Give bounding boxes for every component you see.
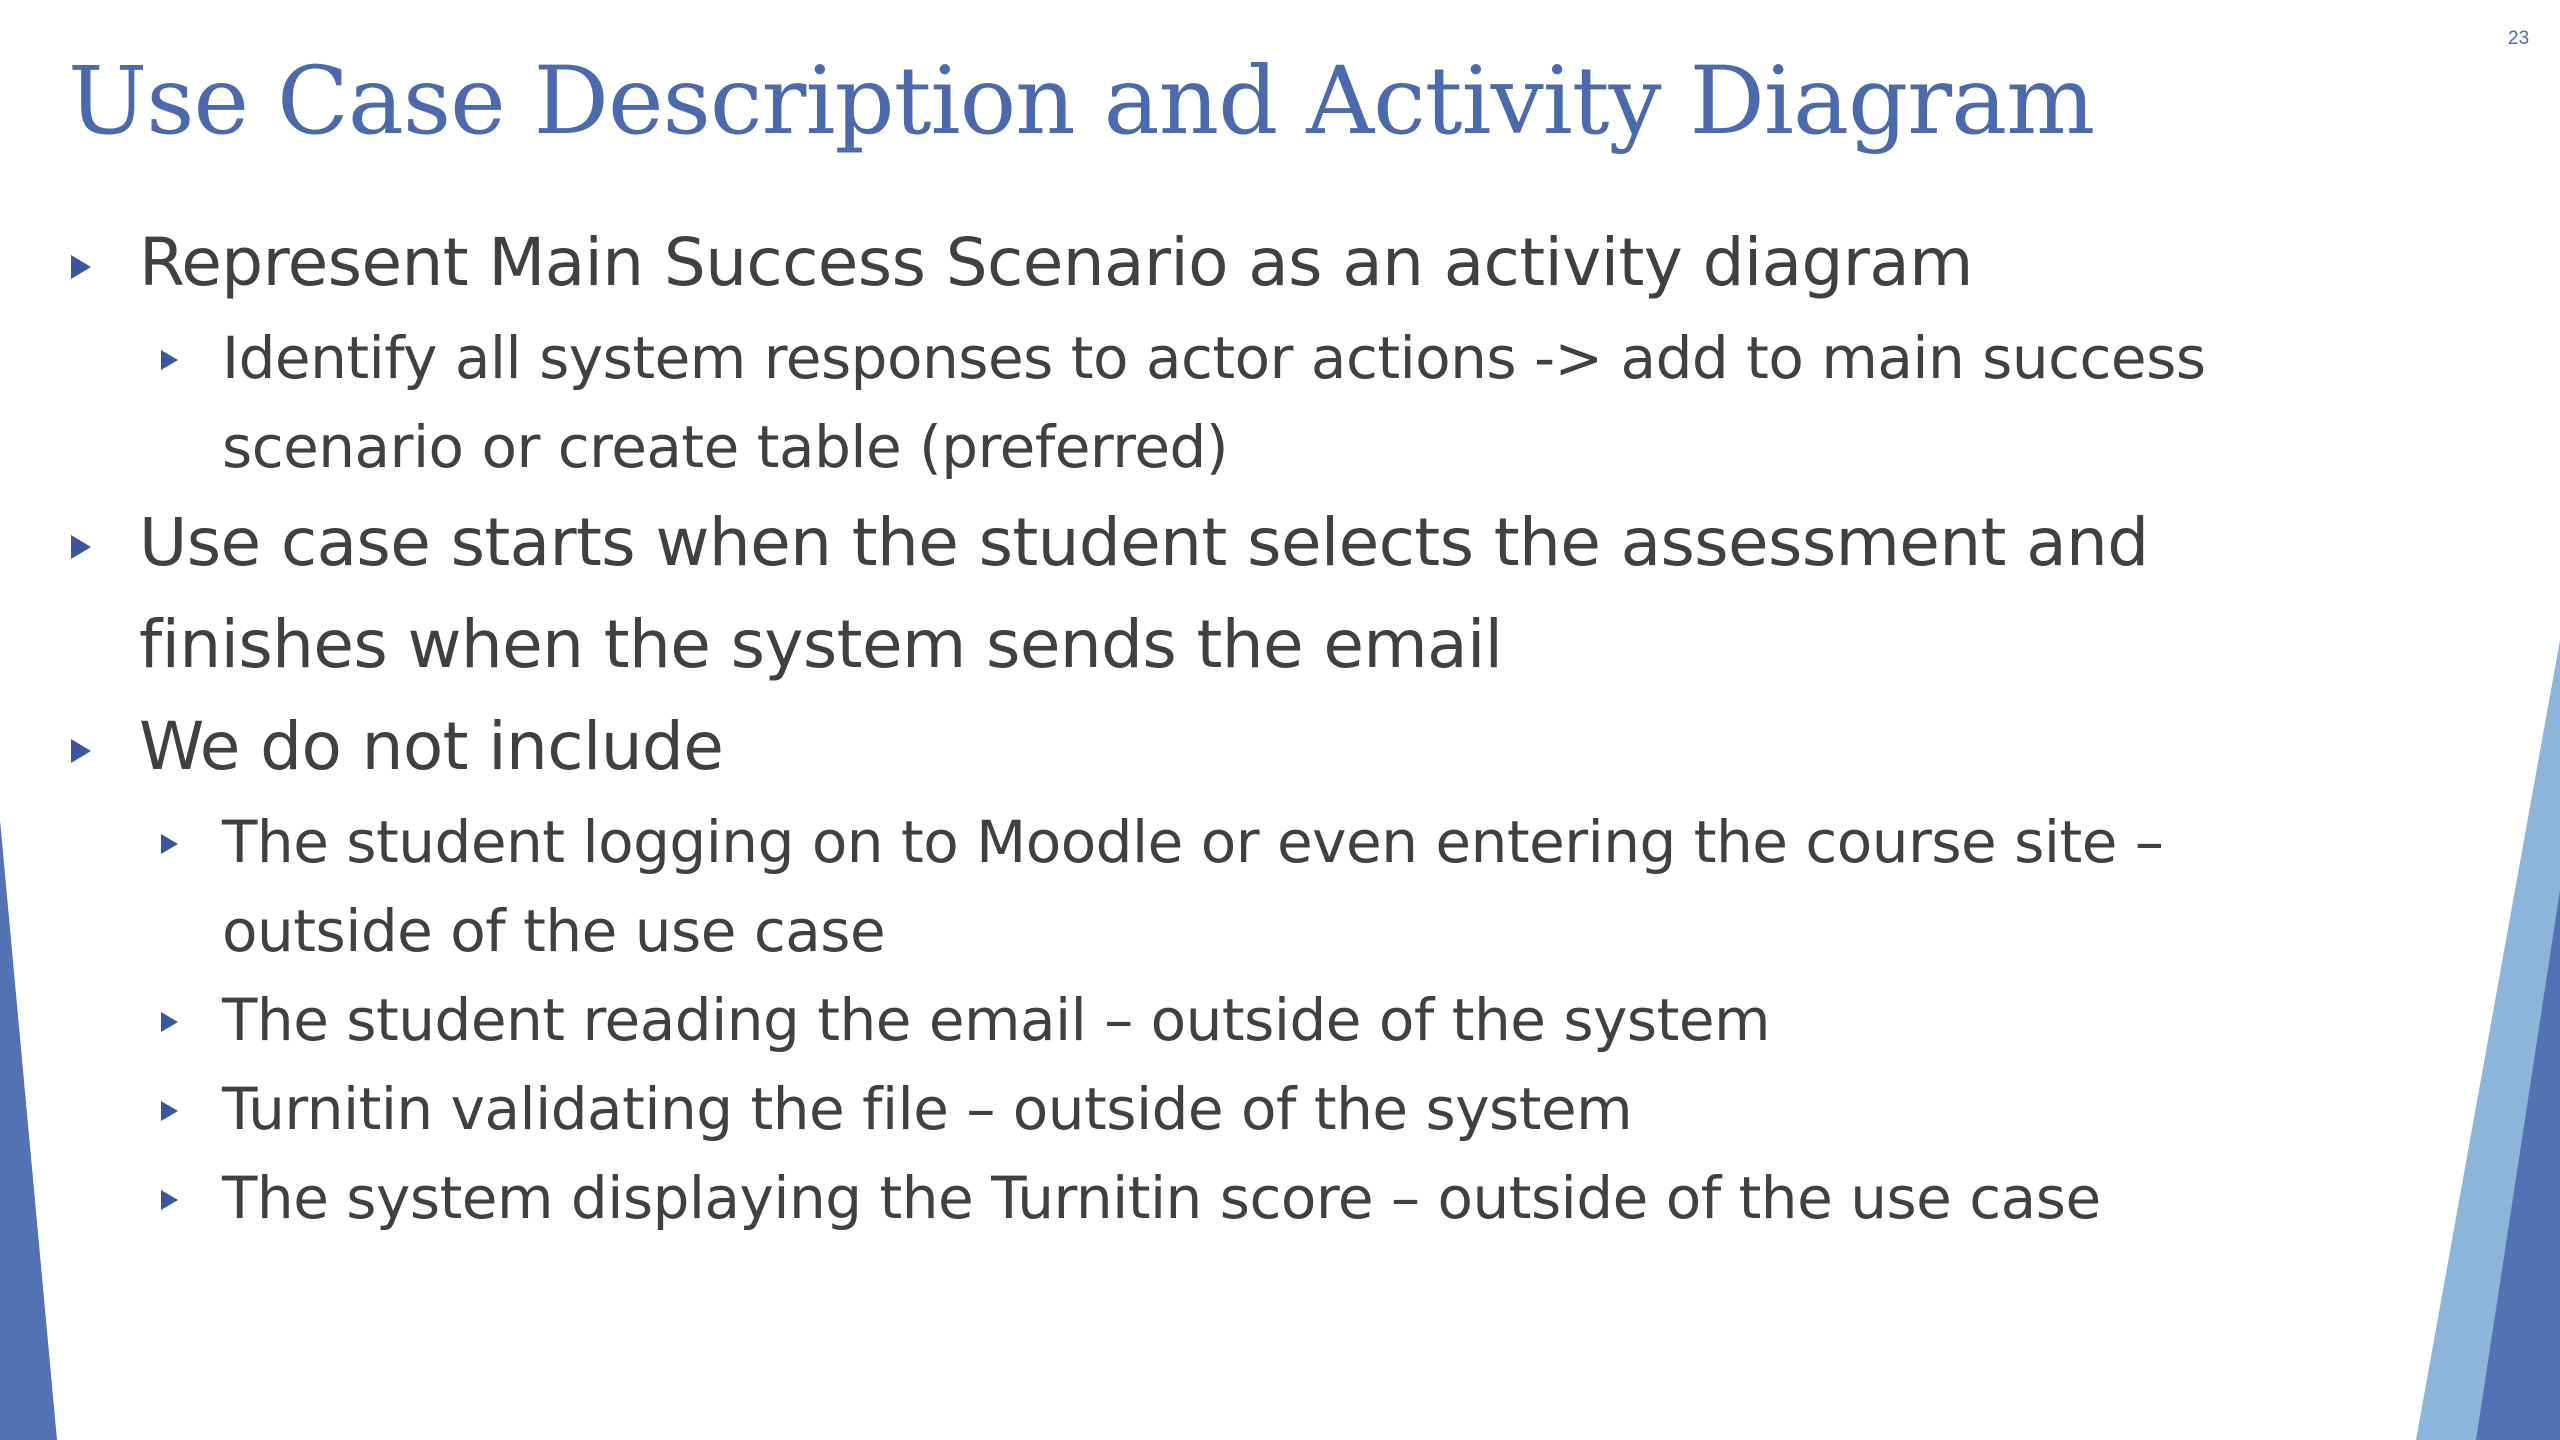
slide-number: 23 xyxy=(2508,28,2530,49)
bullet-text: Use case starts when the student selects the assessment and finishes when the system sends the email xyxy=(139,504,2149,683)
arrowhead-bullet-icon xyxy=(161,1012,178,1032)
arrowhead-bullet-icon xyxy=(161,1190,178,1210)
bullet-item xyxy=(64,696,2294,798)
bullet-text: The student reading the email – outside of the system xyxy=(222,986,1771,1054)
bullet-text: The student logging on to Moodle or even entering the course site – outside of the use case xyxy=(222,808,2164,965)
slide-title: Use Case Description and Activity Diagram xyxy=(68,47,2095,156)
bullet-item xyxy=(64,212,2294,314)
bullet-item xyxy=(64,492,2294,696)
arrowhead-bullet-icon xyxy=(71,535,91,559)
bullet-text: Identify all system responses to actor actions -> add to main success scenario or create table (preferred) xyxy=(222,324,2206,481)
arrowhead-bullet-icon xyxy=(161,350,178,370)
sub-bullet-item xyxy=(64,798,2294,976)
bullet-list xyxy=(64,212,2294,1243)
sub-bullet-item xyxy=(64,314,2294,492)
sub-bullet-item xyxy=(64,976,2294,1065)
arrowhead-bullet-icon xyxy=(161,1101,178,1121)
bullet-text: Represent Main Success Scenario as an activity diagram xyxy=(139,224,1973,301)
arrowhead-bullet-icon xyxy=(71,739,91,763)
left-accent-shape xyxy=(0,820,57,1440)
bullet-text: The system displaying the Turnitin score – outside of the use case xyxy=(222,1164,2101,1232)
arrowhead-bullet-icon xyxy=(71,255,91,279)
sub-bullet-item xyxy=(64,1065,2294,1154)
arrowhead-bullet-icon xyxy=(161,834,178,854)
bullet-text: Turnitin validating the file – outside of the system xyxy=(222,1075,1633,1143)
sub-bullet-item xyxy=(64,1154,2294,1243)
bullet-text: We do not include xyxy=(139,708,724,785)
